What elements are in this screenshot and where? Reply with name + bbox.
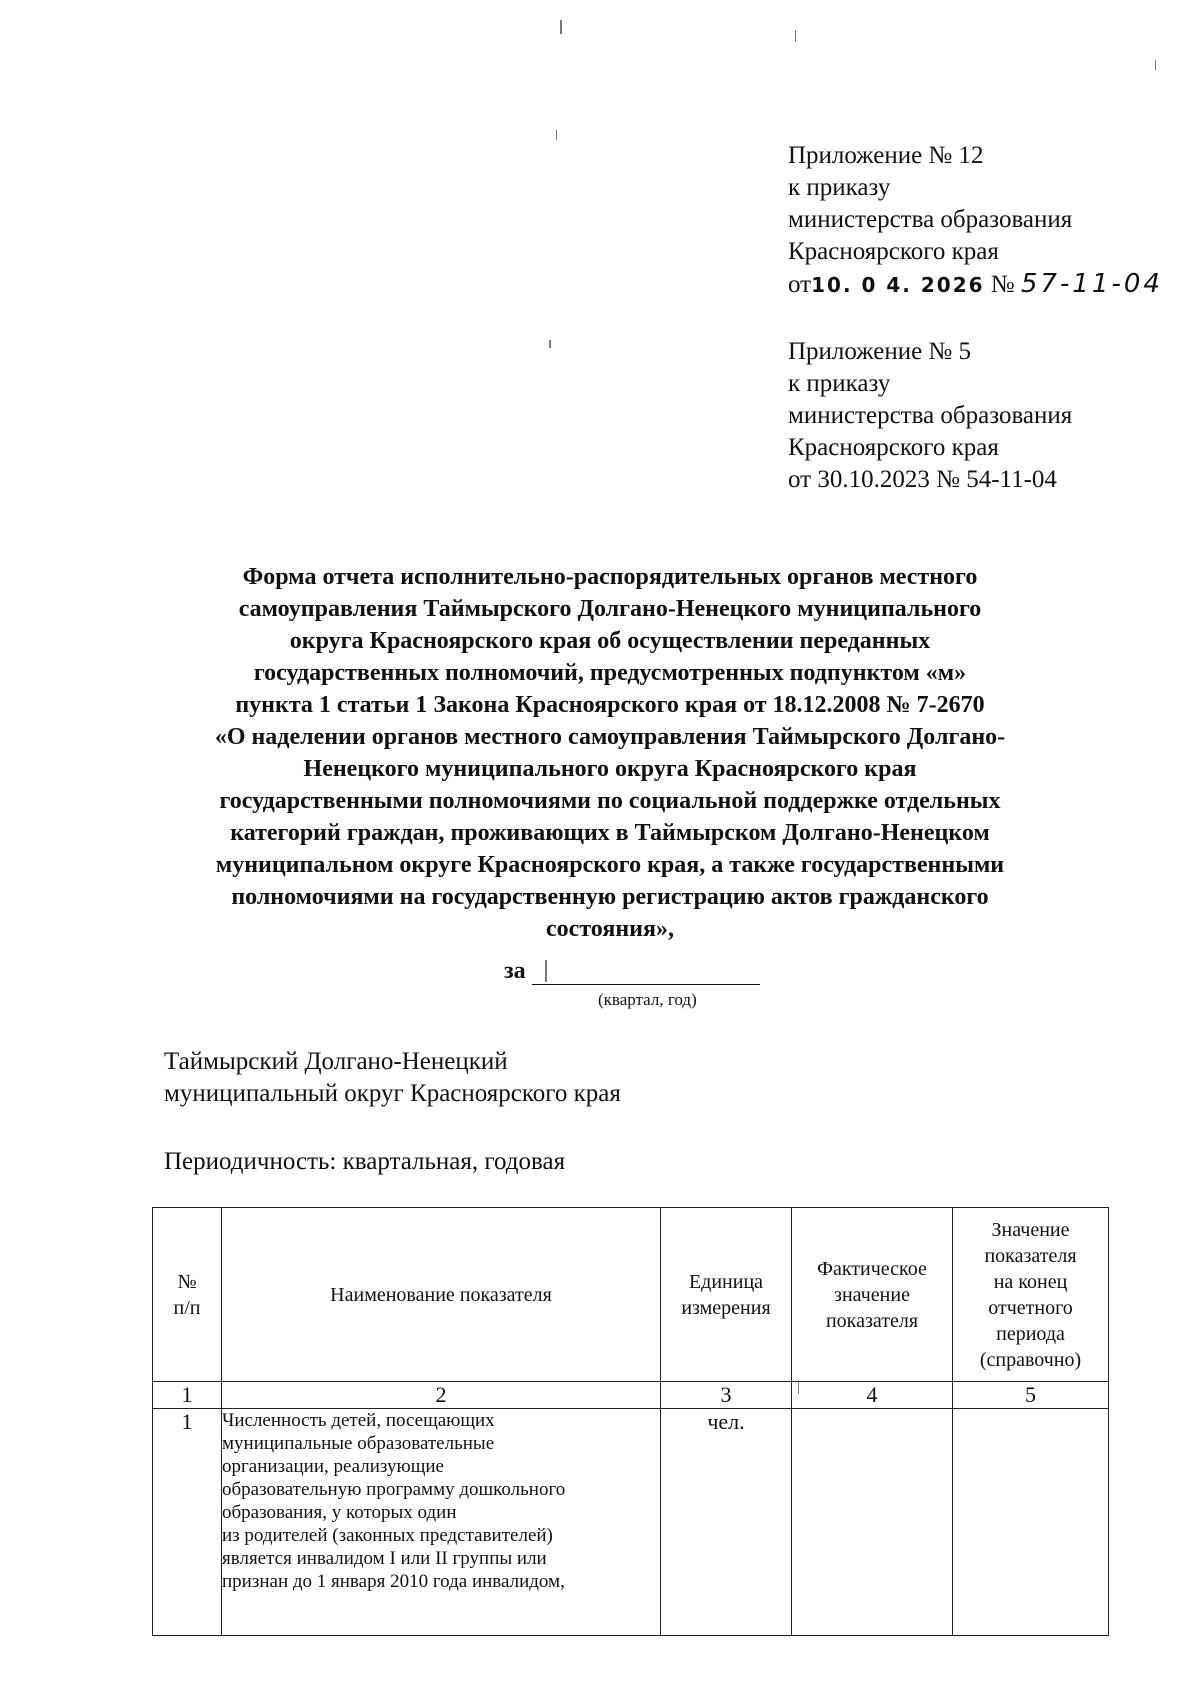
period-line <box>504 958 760 985</box>
row-unit: чел. <box>661 1409 792 1636</box>
column-number: 2 <box>222 1382 661 1409</box>
indicator-table <box>152 1207 1109 1636</box>
indicator-name-line: из родителей (законных представителей) <box>222 1525 553 1546</box>
appendix-12-title: Приложение № 12 <box>788 142 984 169</box>
column-number: 5 <box>953 1382 1109 1409</box>
appendix-12-ministry-line: министерства образования <box>788 206 1073 233</box>
appendix-5-region-line: Красноярского края <box>788 434 999 461</box>
header-ref-line: показателя <box>984 1244 1077 1267</box>
header-ref-line: отчетного <box>988 1296 1073 1319</box>
indicator-name-line: признан до 1 января 2010 года инвалидом, <box>222 1571 565 1592</box>
table-header-row <box>153 1208 1109 1382</box>
header-fact-line: Фактическое <box>817 1257 927 1280</box>
period-blank-field[interactable] <box>532 958 760 985</box>
appendix-12-date-value: 10. 0 4. 2026 <box>811 273 985 297</box>
appendix-5-order-line: к приказу <box>788 370 891 397</box>
appendix-5-block <box>788 336 1072 496</box>
district-name <box>164 1046 621 1110</box>
header-ref-line: периода <box>996 1322 1065 1345</box>
header-num-line: п/п <box>173 1296 201 1319</box>
title-line: государственных полномочий, предусмотренных подпунктом «м» <box>253 660 967 686</box>
header-num <box>153 1208 222 1382</box>
scan-speck <box>549 340 551 348</box>
scan-speck <box>795 30 796 42</box>
title-line: самоуправления Таймырского Долгано-Ненецкого муниципального <box>238 596 982 622</box>
row-number: 1 <box>153 1409 222 1636</box>
appendix-12-region-line: Красноярского края <box>788 238 999 265</box>
title-line: категорий граждан, проживающих в Таймырском Долгано-Ненецком <box>230 820 990 846</box>
appendix-12-number-prefix: № <box>990 271 1015 298</box>
form-title <box>150 561 1070 945</box>
appendix-12-number-value: 57-11-04 <box>1020 269 1163 299</box>
column-number: 1 <box>153 1382 222 1409</box>
row-fact-value-cell[interactable] <box>792 1409 953 1636</box>
indicator-name-line: образования, у которых один <box>222 1502 457 1523</box>
title-line: полномочиями на государственную регистрацию актов гражданского <box>231 884 989 910</box>
period-caption: (квартал, год) <box>598 990 697 1009</box>
header-ref-line: на конец <box>993 1270 1068 1293</box>
header-ref-line: (справочно) <box>979 1348 1082 1371</box>
periodicity-label: Периодичность: квартальная, годовая <box>164 1148 566 1175</box>
indicator-name-line: Численность детей, посещающих <box>222 1410 495 1431</box>
scan-speck <box>545 960 547 982</box>
scan-speck <box>1155 60 1156 70</box>
header-fact-line: показателя <box>825 1309 919 1332</box>
header-ref-line: Значение <box>991 1218 1070 1241</box>
scan-speck <box>798 1380 799 1394</box>
column-number: 4 <box>792 1382 953 1409</box>
period-prefix: за <box>504 958 526 984</box>
title-line: пункта 1 статьи 1 Закона Красноярского края от 18.12.2008 № 7-2670 <box>235 692 985 718</box>
appendix-5-ministry-line: министерства образования <box>788 402 1073 429</box>
header-fact <box>792 1208 953 1382</box>
district-line: муниципальный округ Красноярского края <box>164 1080 621 1107</box>
header-unit <box>661 1208 792 1382</box>
title-line: округа Красноярского края об осуществлении переданных <box>289 628 931 654</box>
indicator-name-line: муниципальные образовательные <box>222 1433 495 1454</box>
appendix-5-title: Приложение № 5 <box>788 338 972 365</box>
column-number-row <box>153 1382 1109 1409</box>
header-num-line: № <box>177 1270 197 1293</box>
title-line: Форма отчета исполнительно-распорядительных органов местного <box>242 564 978 590</box>
column-number: 3 <box>661 1382 792 1409</box>
scan-speck <box>560 20 562 34</box>
title-line: Ненецкого муниципального округа Красноярского края <box>303 756 917 782</box>
title-line: муниципальном округе Красноярского края, а также государственными <box>215 852 1005 878</box>
indicator-name-line: организации, реализующие <box>222 1456 444 1477</box>
indicator-name-line: образовательную программу дошкольного <box>222 1479 566 1500</box>
scan-speck <box>556 130 557 140</box>
row-indicator-name <box>222 1409 661 1636</box>
indicator-name-line: является инвалидом I или II группы или <box>222 1548 547 1569</box>
table-row <box>153 1409 1109 1636</box>
header-unit-line: Единица <box>688 1270 764 1293</box>
district-line: Таймырский Долгано-Ненецкий <box>164 1048 508 1075</box>
title-line: состояния», <box>546 916 674 942</box>
header-unit-line: измерения <box>681 1296 771 1319</box>
appendix-12-block <box>788 140 1163 301</box>
title-line: государственными полномочиями по социальной поддержке отдельных <box>219 788 1001 814</box>
appendix-12-date-prefix: от <box>788 271 812 298</box>
row-ref-value-cell[interactable] <box>953 1409 1109 1636</box>
appendix-5-date-line: от 30.10.2023 № 54-11-04 <box>788 466 1057 493</box>
appendix-12-date-line <box>788 268 1163 301</box>
appendix-12-order-line: к приказу <box>788 174 891 201</box>
title-line: «О наделении органов местного самоуправления Таймырского Долгано- <box>214 724 1006 750</box>
header-fact-line: значение <box>834 1283 910 1306</box>
header-ref <box>953 1208 1109 1382</box>
header-name: Наименование показателя <box>222 1208 661 1382</box>
